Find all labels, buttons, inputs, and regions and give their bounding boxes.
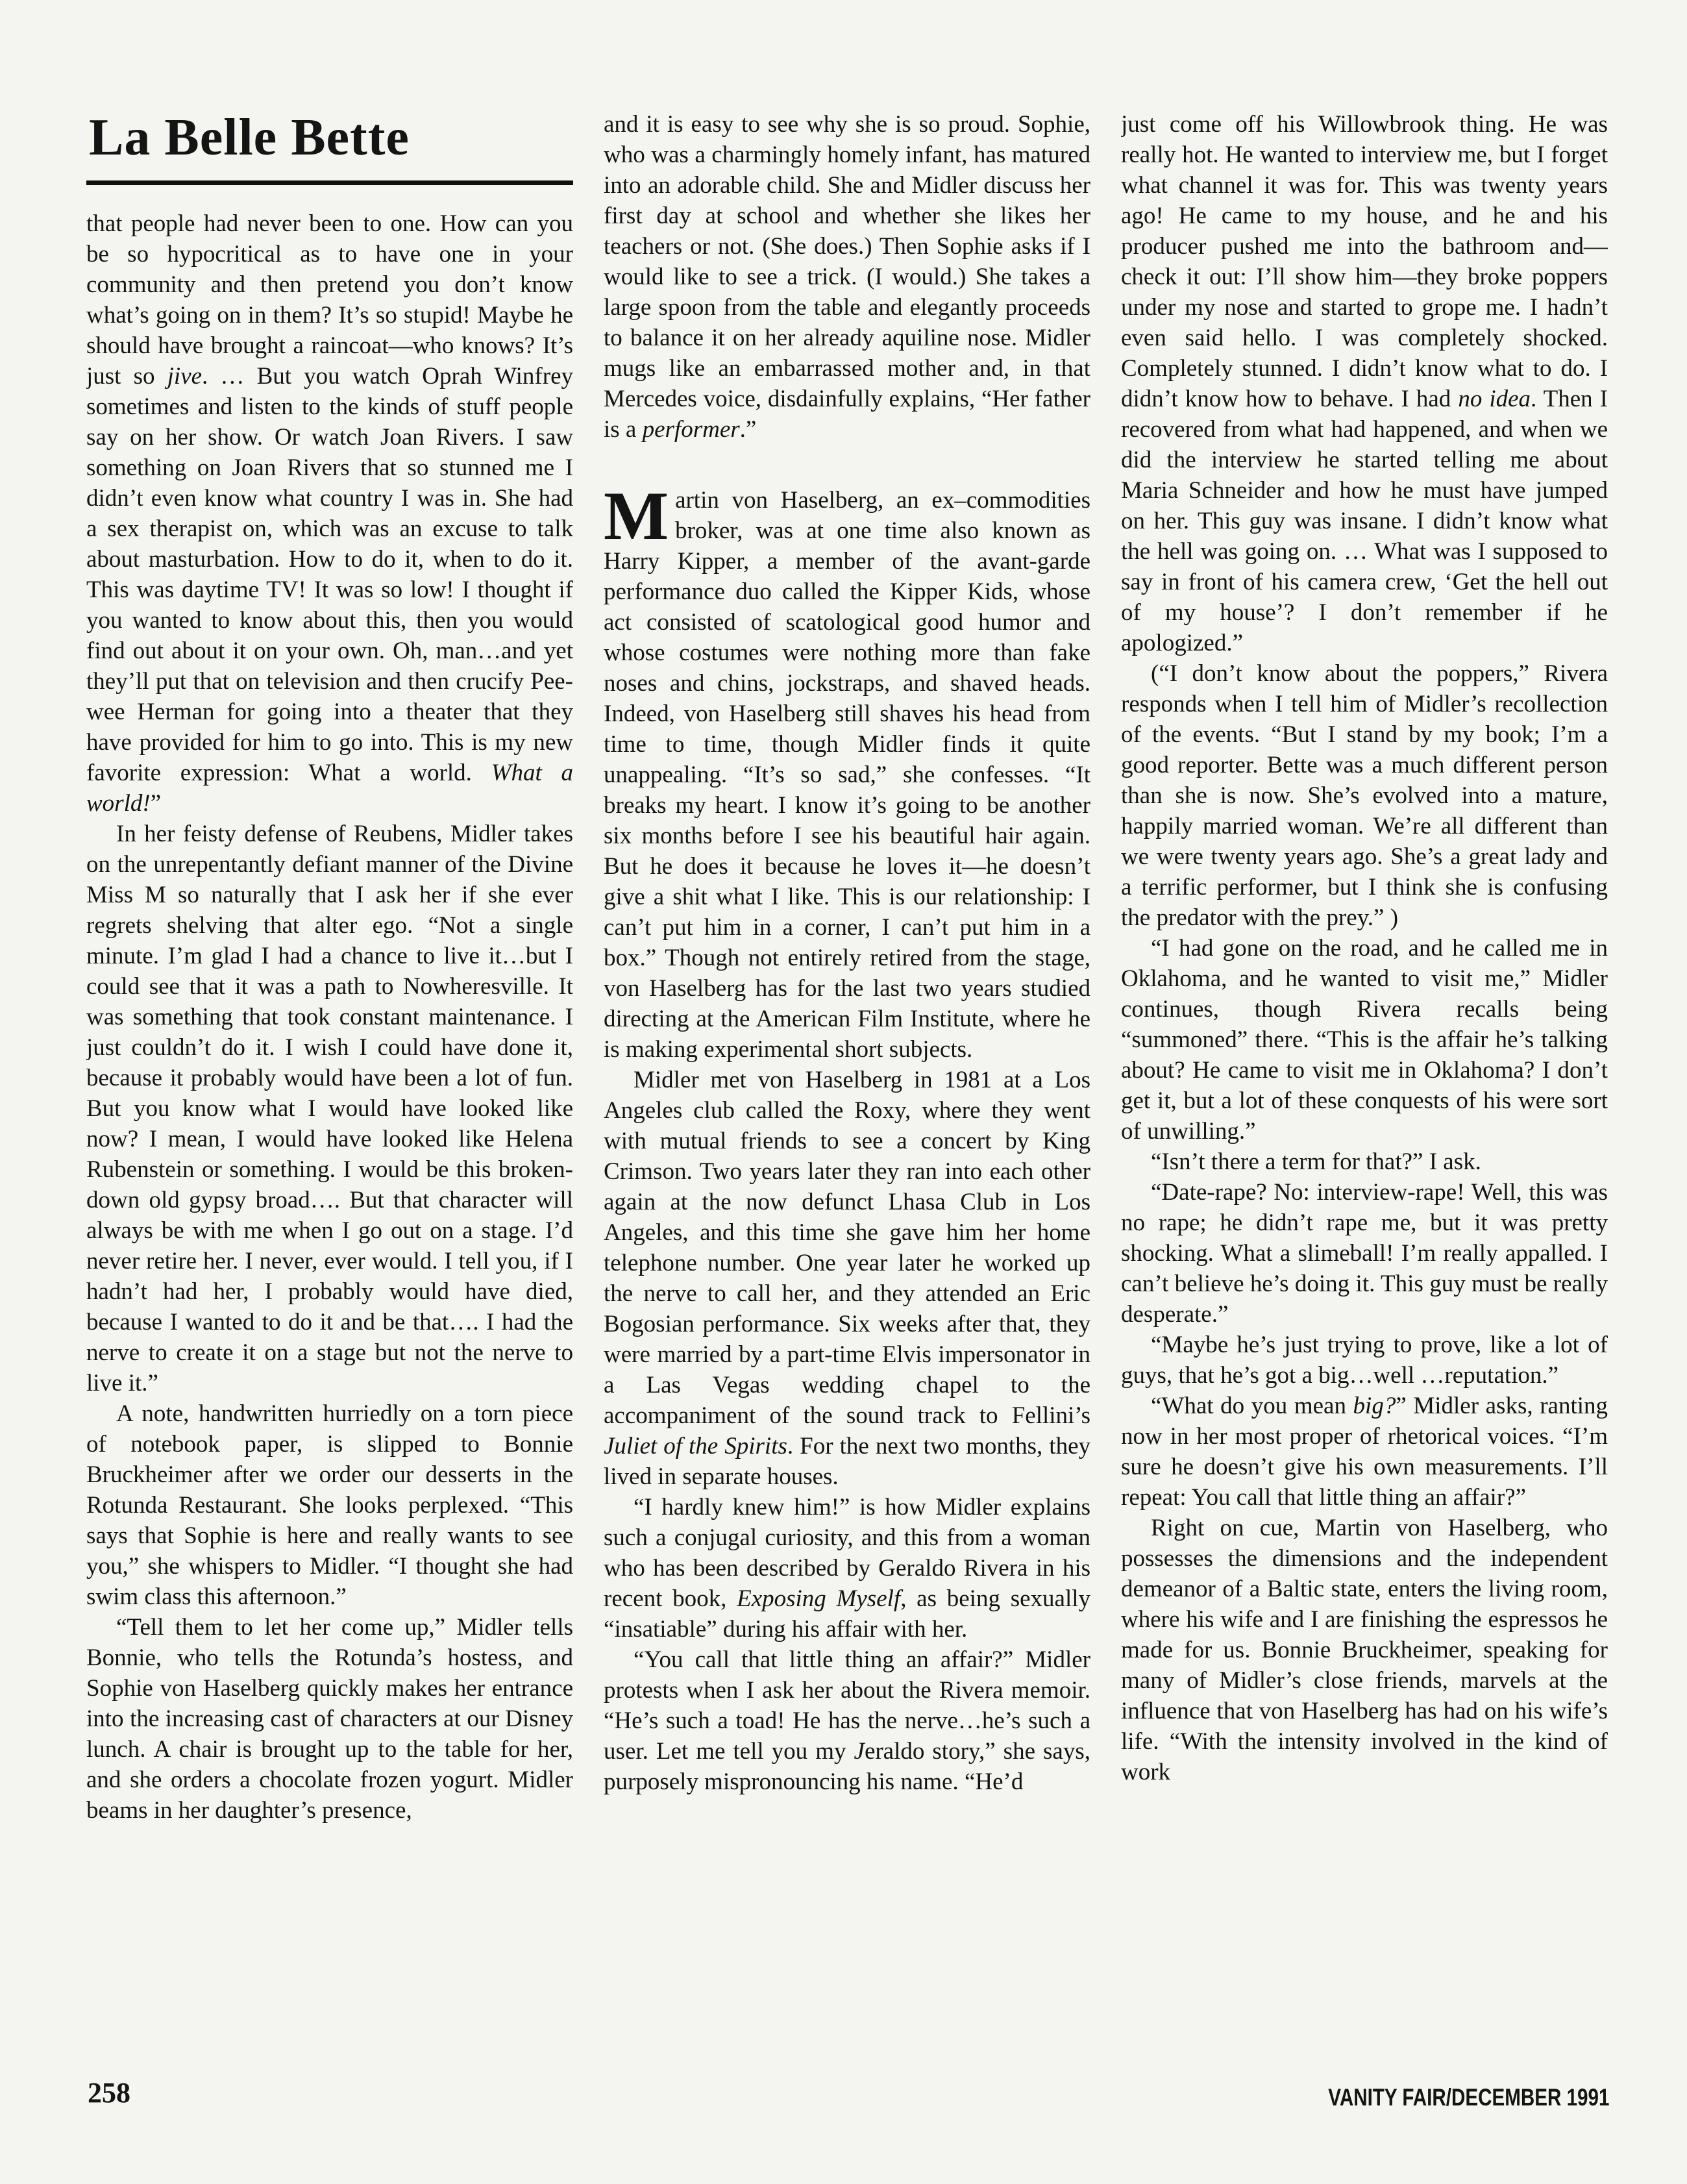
paragraph	[1121, 933, 1608, 1147]
title-rule	[86, 180, 573, 185]
magazine-footer: VANITY FAIR/DECEMBER 1991	[1327, 2084, 1609, 2111]
column-2-body	[604, 109, 1090, 1797]
body-text: eraldo story,” she says, purposely mispronouncing his name. “He’d	[604, 1738, 1090, 1795]
body-text: Midler met von Haselberg in 1981 at a Los Angeles club called the Roxy, where they went with mutual friends to see a concert by King Crimson. Two years later they ran into each other again at the now defunct Lhasa Club in Los Angeles, and this time she gave him her home telephone number. One year later he worked up the nerve to call her, and they attended an Eric Bogosian performance. Six weeks after that, they were married by a part-time Elvis impersonator in a Las Vegas wedding chapel to the accompaniment of the sound track to Fellini’s	[604, 1067, 1090, 1429]
body-text: just come off his Willowbrook thing. He was really hot. He wanted to interview me, but I forget what channel it was for. This was twenty years ago! He came to my house, and he and his producer pushed me into the bathroom and—check it out: I’ll show him—they broke poppers under my nose and started to grope me. I hadn’t even said hello. I was completely shocked. Completely stunned. I didn’t know what to do. I didn’t know how to behave. I had	[1121, 111, 1608, 412]
body-text: “Maybe he’s just trying to prove, like a lot of guys, that he’s got a big…well …reputation.”	[1121, 1332, 1608, 1389]
column-1-body	[86, 208, 573, 1826]
body-text: artin von Haselberg, an ex–commodities broker, was at one time also known as Harry Kipper, a member of the avant-garde performance duo called the Kipper Kids, whose act consisted of scatological good humor and whose costumes were nothing more than fake noses and chins, jockstraps, and shaved heads. Indeed, von Haselberg still shaves his head from time to time, though Midler finds it quite unappealing. “It’s so sad,” she confesses. “It breaks my heart. I know it’s going to be another six months before I see his beautiful hair again. But he does it because he loves it—he doesn’t give a shit what I like. This is our relationship: I can’t put him in a corner, I can’t put him in a box.” Though not entirely retired from the stage, von Haselberg has for the last two years studied directing at the American Film Institute, where he is making experimental short subjects.	[604, 487, 1090, 1063]
paragraph	[1121, 1391, 1608, 1513]
paragraph	[1121, 1513, 1608, 1787]
body-text: ” Midler asks, ranting now in her most proper of rhetorical voices. “I’m sure he doesn’t give his own measurements. I’ll repeat: You call that little thing an affair?”	[1121, 1393, 1608, 1511]
italic-text: What a world!	[86, 760, 573, 817]
body-text: . … But you watch Oprah Winfrey sometimes and listen to the kinds of stuff people say on her show. Or watch Joan Rivers. I saw something on Joan Rivers that so stunned me I didn’t even know what country I was in. She had a sex therapist on, which was an excuse to talk about masturbation. How to do it, when to do it. This was daytime TV! It was so low! I thought if you wanted to know about this, then you would find out about it on your own. Oh, man…and yet they’ll put that on television and then crucify Pee-wee Herman for going into a theater that they have provided for him to go into. This is my new favorite expression: What a world.	[86, 363, 573, 786]
body-text: .”	[739, 416, 757, 443]
body-text: “Tell them to let her come up,” Midler tells Bonnie, who tells the Rotunda’s hostess, and Sophie von Haselberg quickly makes her entrance into the increasing cast of characters at our Disney lunch. A chair is brought up to the table for her, and she orders a chocolate frozen yogurt. Midler beams in her daughter’s presence,	[86, 1614, 573, 1824]
body-text: (“I don’t know about the poppers,” Rivera responds when I tell him of Midler’s recollection of the events. “But I stand by my book; I’m a good reporter. Bette was a much different person than she is now. She’s evolved into a mature, happily married woman. We’re all different than we were twenty years ago. She’s a great lady and a terrific performer, but I think she is confusing the predator with the prey.” )	[1121, 660, 1608, 931]
body-text: “I had gone on the road, and he called me in Oklahoma, and he wanted to visit me,” Midler continues, though Rivera recalls being “summoned” there. “This is the affair he’s talking about? He came to visit me in Oklahoma? I don’t get it, but a lot of these conquests of his were sort of unwilling.”	[1121, 935, 1608, 1145]
paragraph	[86, 1398, 573, 1612]
body-text: “Date-rape? No: interview-rape! Well, this was no rape; he didn’t rape me, but it was pretty shocking. What a slimeball! I’m really appalled. I can’t believe he’s doing it. This guy must be really desperate.”	[1121, 1179, 1608, 1328]
paragraph	[604, 1644, 1090, 1797]
paragraph	[86, 819, 573, 1398]
body-text: “What do you mean	[1151, 1393, 1353, 1419]
italic-text: big?	[1353, 1393, 1396, 1419]
paragraph	[1121, 1330, 1608, 1391]
paragraph	[604, 478, 1090, 1065]
body-text: “You call that little thing an affair?” Midler protests when I ask her about the Rivera memoir. “He’s such a toad! He has the nerve…he’s such a user. Let me tell you my	[604, 1646, 1090, 1765]
body-text: ”	[150, 790, 162, 817]
paragraph	[1121, 1147, 1608, 1177]
column-3-body	[1121, 109, 1608, 1787]
body-text: . For the next two months, they lived in separate houses.	[604, 1433, 1090, 1490]
body-text: . Then I recovered from what had happened, and when we did the interview he started telling me about Maria Schneider and how he must have jumped on her. This guy was insane. I didn’t know what the hell was going on. … What was I supposed to say in front of his camera crew, ‘Get the hell out of my house’? I don’t remember if he apologized.”	[1121, 386, 1608, 656]
body-text: “Isn’t there a term for that?” I ask.	[1151, 1148, 1481, 1175]
paragraph	[1121, 1177, 1608, 1330]
body-text: , as being sexually “insatiable” during his affair with her.	[604, 1585, 1090, 1643]
italic-text: Juliet of the Spirits	[604, 1433, 787, 1459]
body-text: Right on cue, Martin von Haselberg, who possesses the dimensions and the independent demeanor of a Baltic state, enters the living room, where his wife and I are finishing the espressos he made for us. Bonnie Bruckheimer, speaking for many of Midler’s close friends, marvels at the influence that von Haselberg has had on his wife’s life. “With the intensity involved in the kind of work	[1121, 1515, 1608, 1785]
italic-text: J	[854, 1738, 865, 1765]
paragraph	[86, 208, 573, 819]
article-title: La Belle Bette	[89, 109, 410, 166]
italic-text: jive	[167, 363, 203, 390]
paragraph	[604, 1065, 1090, 1492]
body-text: In her feisty defense of Reubens, Midler takes on the unrepentantly defiant manner of the Divine Miss M so naturally that I ask her if she ever regrets shelving that alter ego. “Not a single minute. I’m glad I had a chance to live it…but I could see that it was a path to Nowheresville. It was something that took constant maintenance. I just couldn’t do it. I wish I could have done it, because it probably would have been a lot of fun. But you know what I would have looked like now? I mean, I would have looked like Helena Rubenstein or something. I would be this broken-down old gypsy broad…. But that character will always be with me when I go out on a stage. I’d never retire her. I never, ever would. I tell you, if I hadn’t had her, I probably would have died, because I wanted to do it and be that…. I had the nerve to create it on a stage but not the nerve to live it.”	[86, 821, 573, 1396]
italic-text: no idea	[1458, 386, 1531, 412]
body-text: “I hardly knew him!” is how Midler explains such a conjugal curiosity, and this from a woman who has been described by Geraldo Rivera in his recent book,	[604, 1494, 1090, 1612]
body-text: A note, handwritten hurriedly on a torn piece of notebook paper, is slipped to Bonnie Bruckheimer after we order our desserts in the Rotunda Restaurant. She looks perplexed. “This says that Sophie is here and really wants to see you,” she whispers to Midler. “I thought she had swim class this afternoon.”	[86, 1400, 573, 1610]
italic-text: performer	[642, 416, 740, 443]
paragraph	[1121, 658, 1608, 933]
paragraph	[604, 109, 1090, 445]
italic-text: Exposing Myself	[737, 1585, 901, 1612]
paragraph	[1121, 109, 1608, 658]
column-1	[86, 109, 573, 2063]
column-3	[1121, 109, 1608, 2063]
page-number: 258	[88, 2077, 130, 2109]
body-text: that people had never been to one. How can you be so hypocritical as to have one in your community and then pretend you don’t know what’s going on in them? It’s so stupid! Maybe he should have brought a raincoat—who knows? It’s just so	[86, 210, 573, 390]
body-text: and it is easy to see why she is so proud. Sophie, who was a charmingly homely infant, has matured into an adorable child. She and Midler discuss her first day at school and whether she likes her teachers or not. (She does.) Then Sophie asks if I would like to see a trick. (I would.) She takes a large spoon from the table and elegantly proceeds to balance it on her already aquiline nose. Midler mugs like an embarrassed mother and, in that Mercedes voice, disdainfully explains, “Her father is a	[604, 111, 1090, 443]
drop-cap: M	[604, 478, 669, 554]
paragraph	[86, 1612, 573, 1826]
column-2	[604, 109, 1090, 2063]
article-columns	[86, 109, 1608, 2063]
paragraph	[604, 1492, 1090, 1644]
